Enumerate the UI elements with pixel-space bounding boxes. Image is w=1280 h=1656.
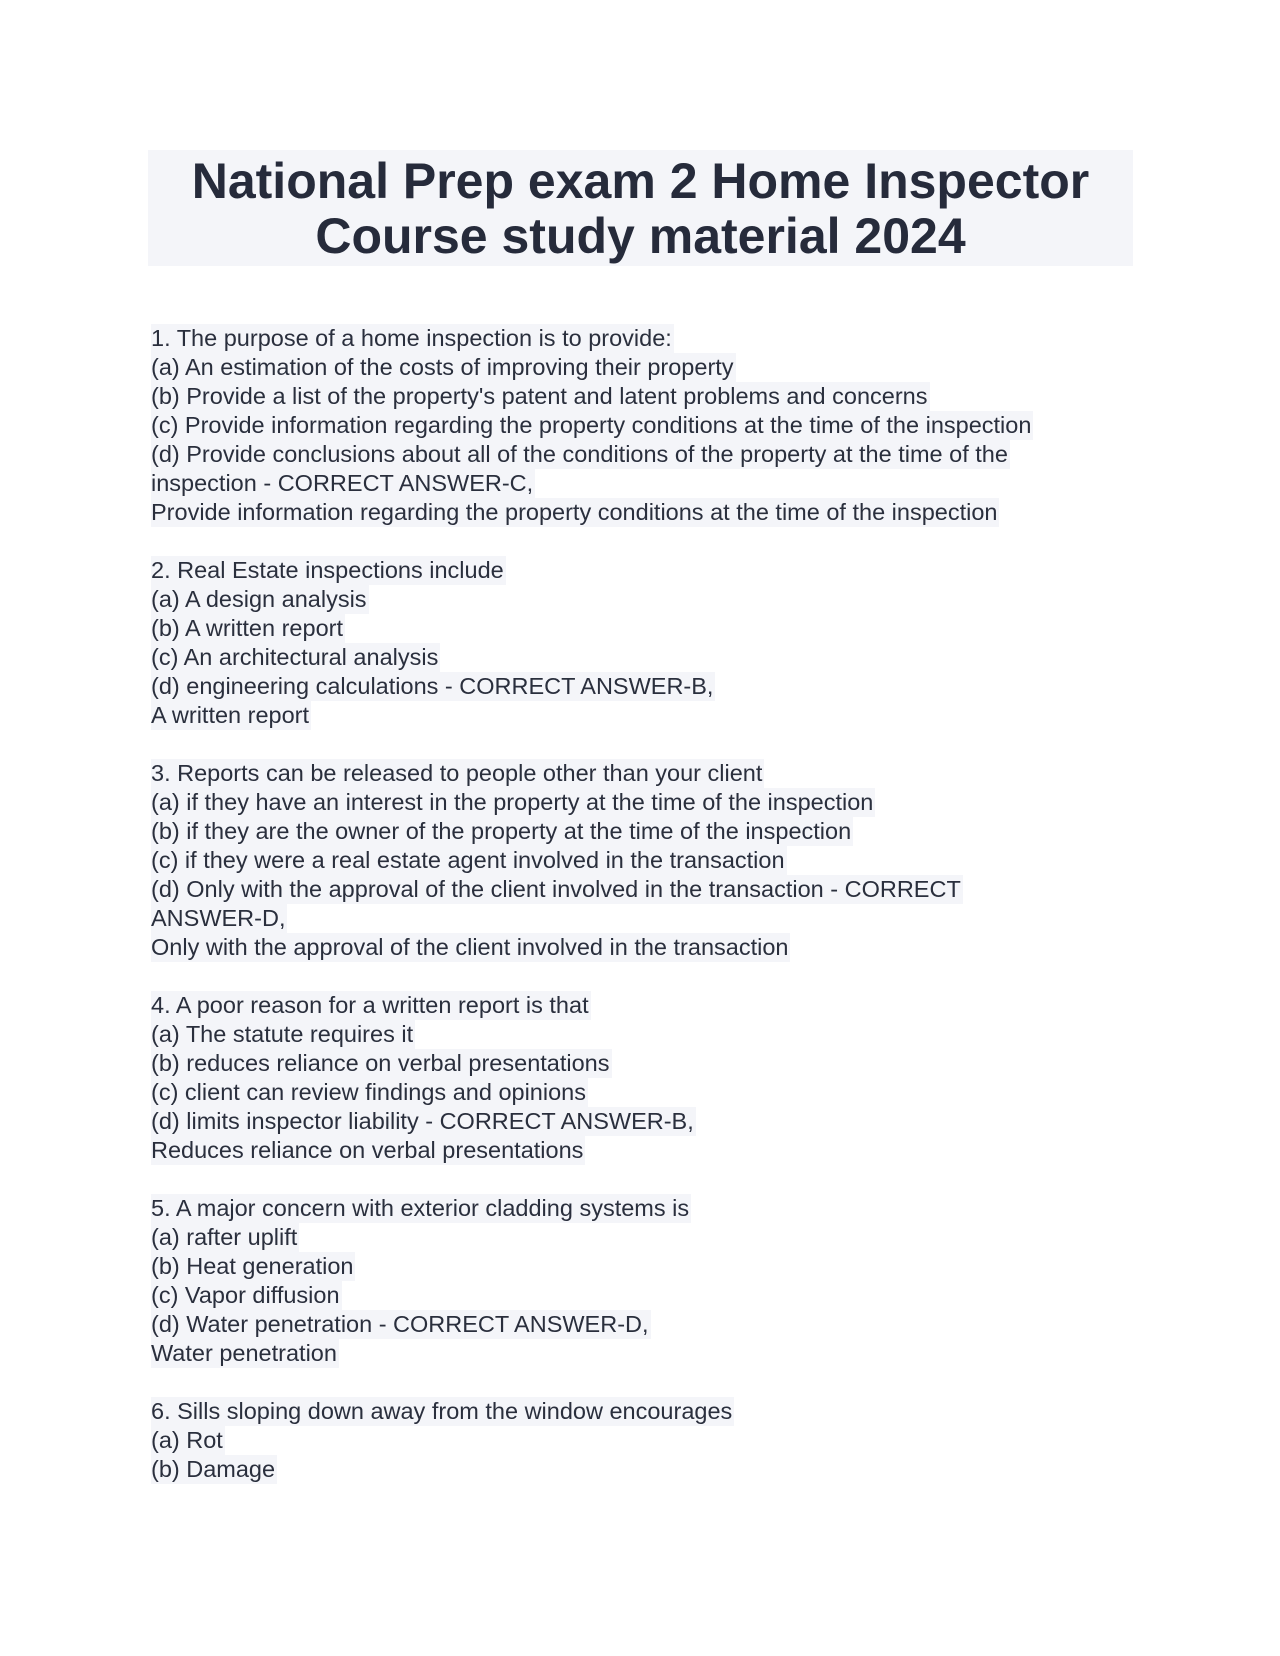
title-line: National Prep exam 2 Home Inspector	[191, 153, 1090, 209]
question-line: (a) if they have an interest in the property at the time of the inspection	[151, 789, 874, 815]
question-line: (d) limits inspector liability - CORRECT ANSWER-B,	[151, 1108, 694, 1134]
question-text: 6. Sills sloping down away from the window encourages	[151, 1398, 733, 1424]
question-line: Water penetration	[151, 1340, 337, 1366]
question-line: (b) if they are the owner of the property at the time of the inspection	[151, 818, 852, 844]
question-text: 1. The purpose of a home inspection is to provide:	[151, 325, 672, 351]
question-line: ANSWER-D,	[151, 905, 286, 931]
question-line: (d) engineering calculations - CORRECT ANSWER-B,	[151, 673, 714, 699]
question-block	[151, 991, 1151, 1165]
document-title	[148, 150, 1133, 266]
question-line: (a) The statute requires it	[151, 1021, 414, 1047]
question-line: (b) A written report	[151, 615, 343, 641]
question-text: 5. A major concern with exterior cladding systems is	[151, 1195, 690, 1221]
question-line: (b) Heat generation	[151, 1253, 354, 1279]
title-line: Course study material 2024	[315, 208, 966, 264]
question-line: (a) rafter uplift	[151, 1224, 298, 1250]
question-line: (c) Vapor diffusion	[151, 1282, 340, 1308]
question-line: (c) if they were a real estate agent involved in the transaction	[151, 847, 785, 873]
question-block	[151, 759, 1151, 962]
question-line: (b) Damage	[151, 1456, 276, 1482]
question-line: (c) Provide information regarding the property conditions at the time of the inspection	[151, 412, 1032, 438]
question-line: Provide information regarding the property conditions at the time of the inspection	[151, 499, 998, 525]
question-line: (d) Water penetration - CORRECT ANSWER-D,	[151, 1311, 649, 1337]
question-line: (a) Rot	[151, 1427, 223, 1453]
question-line: Reduces reliance on verbal presentations	[151, 1137, 584, 1163]
question-line: (a) A design analysis	[151, 586, 367, 612]
question-line: (c) client can review findings and opinions	[151, 1079, 586, 1105]
question-line: (d) Provide conclusions about all of the conditions of the property at the time of the	[151, 441, 1008, 467]
question-line: (b) Provide a list of the property's patent and latent problems and concerns	[151, 383, 928, 409]
question-line: (c) An architectural analysis	[151, 644, 439, 670]
question-line: (a) An estimation of the costs of improving their property	[151, 354, 734, 380]
question-text: 2. Real Estate inspections include	[151, 557, 504, 583]
question-line: inspection - CORRECT ANSWER-C,	[151, 470, 534, 496]
question-block	[151, 324, 1151, 527]
question-list	[151, 324, 1151, 1513]
question-block	[151, 556, 1151, 730]
question-line: Only with the approval of the client involved in the transaction	[151, 934, 789, 960]
question-line: (d) Only with the approval of the client involved in the transaction - CORRECT	[151, 876, 961, 902]
question-block	[151, 1397, 1151, 1484]
question-text: 3. Reports can be released to people other than your client	[151, 760, 763, 786]
question-text: 4. A poor reason for a written report is that	[151, 992, 589, 1018]
question-line: A written report	[151, 702, 310, 728]
question-line: (b) reduces reliance on verbal presentations	[151, 1050, 610, 1076]
question-block	[151, 1194, 1151, 1368]
